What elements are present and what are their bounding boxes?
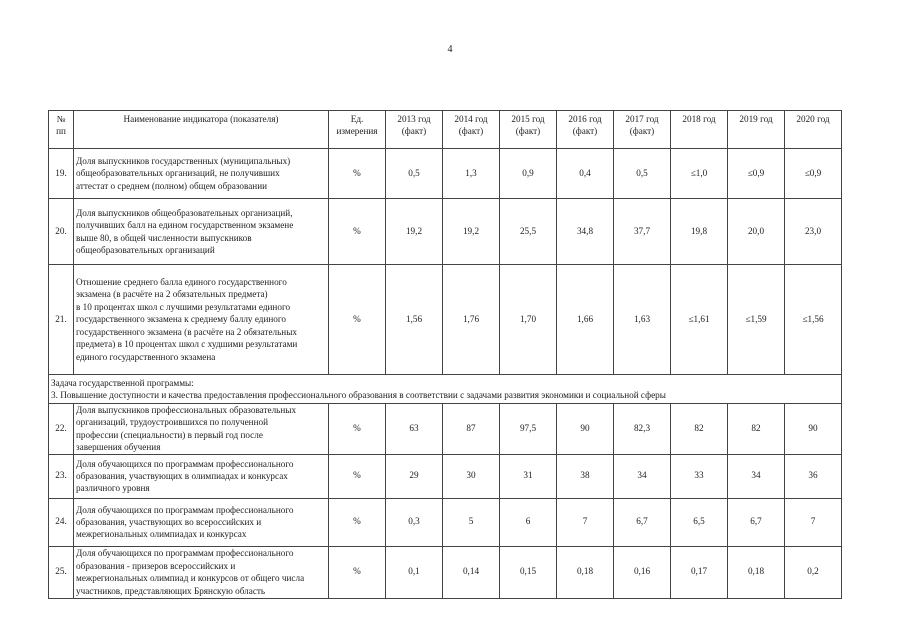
value-cell: 90 — [785, 404, 842, 455]
indicator-name-line: Доля выпускников государственных (муниципальных) — [76, 155, 291, 166]
indicator-name — [74, 265, 329, 375]
value-cell: 36 — [785, 454, 842, 498]
indicator-name-line: Доля выпускников профессиональных образовательных — [76, 405, 297, 415]
value-cell: 30 — [443, 454, 500, 498]
value-cell: ≤1,59 — [728, 265, 785, 375]
value-cell: 6,5 — [671, 498, 728, 546]
indicator-name-line: профессии (специальности) в первый год после — [76, 429, 263, 440]
header-unit: Ед. измерения — [329, 111, 386, 149]
indicator-name-line: государственного экзамена (в расчёте на 2 обязательных — [76, 326, 297, 337]
value-cell: 7 — [785, 498, 842, 546]
value-cell: 82,3 — [614, 404, 671, 455]
indicator-name-line: организаций, трудоустроившихся по полученной — [76, 417, 269, 428]
indicator-name-line: Доля обучающихся по программам профессионального — [76, 458, 294, 469]
value-cell: 1,63 — [614, 265, 671, 375]
header-name: Наименование индикатора (показателя) — [74, 111, 329, 149]
value-cell: 6,7 — [614, 498, 671, 546]
indicator-name — [74, 199, 329, 265]
value-cell: 0,5 — [386, 149, 443, 199]
indicator-name-line: выше 80, в общей численности выпускников — [76, 232, 252, 243]
value-cell: 6 — [500, 498, 557, 546]
indicator-name-line: участников, представляющих Брянскую область — [76, 585, 266, 596]
table-body-2 — [49, 404, 842, 599]
header-year: 2020 год — [785, 111, 842, 149]
row-number: 23. — [49, 454, 74, 498]
header-year: 2015 год (факт) — [500, 111, 557, 149]
task-text: 3. Повышение доступности и качества предоставления профессионального образования в соответствии с задачами развития экономики и социальной сферы — [51, 390, 666, 400]
unit-cell: % — [329, 265, 386, 375]
value-cell: 38 — [557, 454, 614, 498]
indicator-name-line: межрегиональных олимпиад и конкурсов от общего числа — [76, 573, 305, 584]
value-cell: ≤0,9 — [785, 149, 842, 199]
header-year: 2019 год — [728, 111, 785, 149]
indicator-name-line: государственного экзамена к среднему баллу единого — [76, 314, 287, 325]
value-cell: 37,7 — [614, 199, 671, 265]
value-cell: 0,2 — [785, 546, 842, 598]
row-number: 24. — [49, 498, 74, 546]
indicator-name-line: различного уровня — [76, 483, 150, 494]
value-cell: 0,5 — [614, 149, 671, 199]
value-cell: 33 — [671, 454, 728, 498]
value-cell: 63 — [386, 404, 443, 455]
value-cell: 5 — [443, 498, 500, 546]
header-year: 2017 год (факт) — [614, 111, 671, 149]
value-cell: 1,66 — [557, 265, 614, 375]
task-section — [49, 375, 842, 404]
header-year: 2016 год (факт) — [557, 111, 614, 149]
task-cell — [49, 375, 842, 404]
value-cell: ≤0,9 — [728, 149, 785, 199]
indicator-name-line: общеобразовательных организаций, не получивших — [76, 168, 280, 179]
indicator-name-line: межрегиональных олимпиадах и конкурсах — [76, 529, 247, 540]
indicator-name-line: Доля обучающихся по программам профессионального — [76, 504, 294, 515]
unit-cell: % — [329, 498, 386, 546]
value-cell: 23,0 — [785, 199, 842, 265]
value-cell: 19,2 — [443, 199, 500, 265]
task-row — [49, 375, 842, 404]
value-cell: 0,9 — [500, 149, 557, 199]
table-row — [49, 498, 842, 546]
value-cell: 0,14 — [443, 546, 500, 598]
indicator-name-line: общеобразовательных организаций — [76, 244, 215, 255]
value-cell: 82 — [671, 404, 728, 455]
value-cell: 0,4 — [557, 149, 614, 199]
unit-cell: % — [329, 454, 386, 498]
indicator-name — [74, 498, 329, 546]
value-cell: 31 — [500, 454, 557, 498]
value-cell: 34 — [728, 454, 785, 498]
indicator-name — [74, 404, 329, 455]
value-cell: 0,15 — [500, 546, 557, 598]
table-row — [49, 265, 842, 375]
header-num: № пп — [49, 111, 74, 149]
unit-cell: % — [329, 199, 386, 265]
value-cell: 0,18 — [557, 546, 614, 598]
value-cell: 1,56 — [386, 265, 443, 375]
value-cell: 82 — [728, 404, 785, 455]
indicator-name — [74, 454, 329, 498]
value-cell: 0,17 — [671, 546, 728, 598]
indicator-name-line: единого государственного экзамена — [76, 351, 216, 362]
indicators-table — [48, 110, 842, 599]
task-heading: Задача государственной программы: — [51, 377, 194, 388]
value-cell: 29 — [386, 454, 443, 498]
indicator-name — [74, 149, 329, 199]
indicator-name-line: Отношение среднего балла единого государственного — [76, 277, 287, 288]
indicator-name-line: Доля обучающихся по программам профессионального — [76, 548, 294, 559]
indicator-name-line: в 10 процентах школ с лучшими результатами единого — [76, 301, 291, 312]
value-cell: 0,3 — [386, 498, 443, 546]
value-cell: 0,18 — [728, 546, 785, 598]
row-number: 20. — [49, 199, 74, 265]
indicator-name-line: получивших балл на едином государственном экзамене — [76, 220, 294, 231]
table-row — [49, 199, 842, 265]
unit-cell: % — [329, 149, 386, 199]
value-cell: 1,70 — [500, 265, 557, 375]
value-cell: 6,7 — [728, 498, 785, 546]
row-number: 22. — [49, 404, 74, 455]
table-body-1 — [49, 149, 842, 375]
unit-cell: % — [329, 546, 386, 598]
value-cell: 1,76 — [443, 265, 500, 375]
table-header-row — [49, 111, 842, 149]
unit-cell: % — [329, 404, 386, 455]
value-cell: 87 — [443, 404, 500, 455]
value-cell: 34 — [614, 454, 671, 498]
value-cell: ≤1,56 — [785, 265, 842, 375]
value-cell: 19,8 — [671, 199, 728, 265]
indicator-name-line: экзамена (в расчёте на 2 обязательных предмета) — [76, 289, 268, 300]
table-row — [49, 546, 842, 598]
row-number: 21. — [49, 265, 74, 375]
indicator-name-line: образования, участвующих во всероссийских и — [76, 516, 262, 527]
indicator-name — [74, 546, 329, 598]
header-year: 2014 год (факт) — [443, 111, 500, 149]
value-cell: 90 — [557, 404, 614, 455]
value-cell: 97,5 — [500, 404, 557, 455]
indicator-name-line: Доля выпускников общеобразовательных организаций, — [76, 207, 293, 218]
value-cell: 1,3 — [443, 149, 500, 199]
indicator-name-line: образования - призеров всероссийских и — [76, 560, 236, 571]
value-cell: 0,1 — [386, 546, 443, 598]
indicator-name-line: образования, участвующих в олимпиадах и конкурсах — [76, 470, 288, 481]
row-number: 25. — [49, 546, 74, 598]
table-row — [49, 404, 842, 455]
table-row — [49, 454, 842, 498]
page-number: 4 — [447, 44, 453, 55]
value-cell: 34,8 — [557, 199, 614, 265]
value-cell: ≤1,0 — [671, 149, 728, 199]
value-cell: 20,0 — [728, 199, 785, 265]
value-cell: 19,2 — [386, 199, 443, 265]
row-number: 19. — [49, 149, 74, 199]
indicator-name-line: завершения обучения — [76, 442, 161, 453]
value-cell: 7 — [557, 498, 614, 546]
indicator-name-line: предмета) в 10 процентах школ с худшими результатами — [76, 339, 298, 350]
indicator-name-line: аттестат о среднем (полном) общем образовании — [76, 180, 268, 191]
header-year: 2018 год — [671, 111, 728, 149]
value-cell: 0,16 — [614, 546, 671, 598]
header-year: 2013 год (факт) — [386, 111, 443, 149]
table-row — [49, 149, 842, 199]
value-cell: ≤1,61 — [671, 265, 728, 375]
value-cell: 25,5 — [500, 199, 557, 265]
